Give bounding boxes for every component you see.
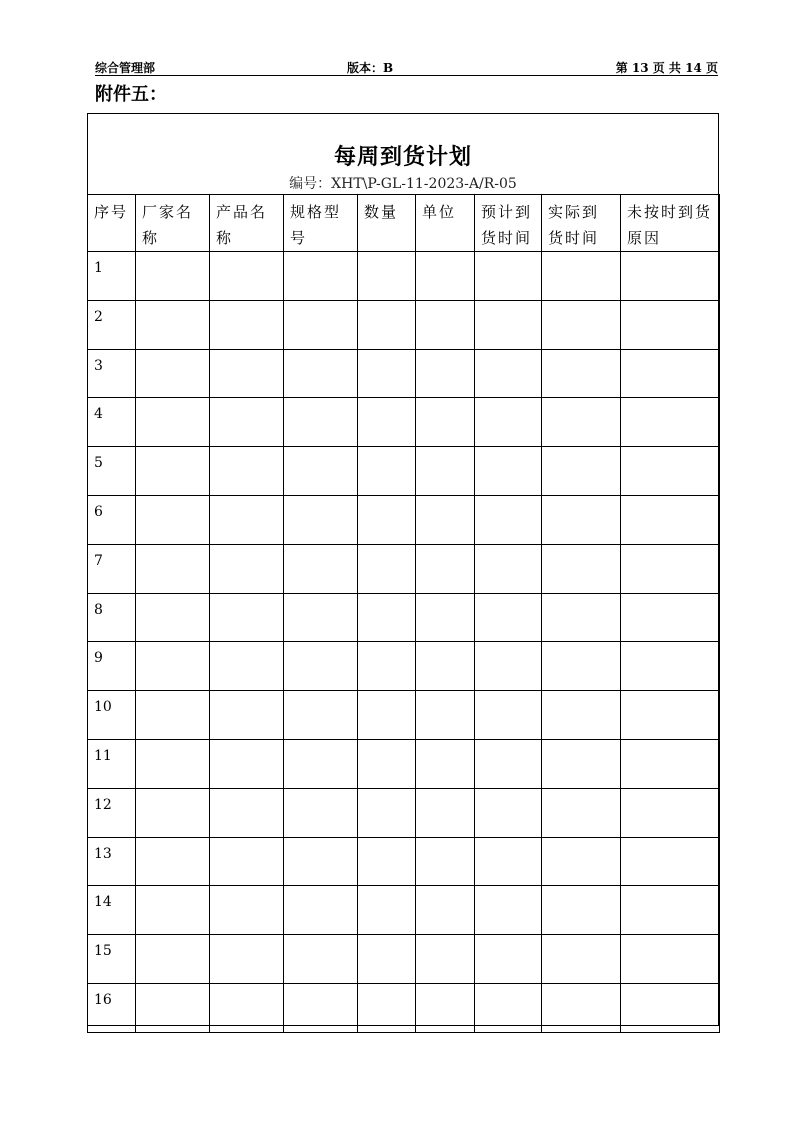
empty-entry-cell[interactable]: [284, 837, 358, 886]
empty-entry-cell[interactable]: [284, 252, 358, 301]
empty-entry-cell[interactable]: [621, 837, 720, 886]
empty-entry-cell[interactable]: [542, 349, 621, 398]
table-row: [88, 495, 720, 544]
row-number-cell: 8: [88, 593, 136, 642]
empty-entry-cell[interactable]: [416, 495, 475, 544]
empty-entry-cell[interactable]: [621, 300, 720, 349]
column-header: 厂家名称: [136, 195, 210, 252]
empty-entry-cell[interactable]: [475, 983, 542, 1032]
table-row: [88, 739, 720, 788]
table-row: [88, 349, 720, 398]
empty-entry-cell[interactable]: [358, 398, 416, 447]
empty-entry-cell[interactable]: [136, 398, 210, 447]
empty-entry-cell[interactable]: [621, 495, 720, 544]
empty-entry-cell[interactable]: [542, 642, 621, 691]
empty-entry-cell[interactable]: [416, 398, 475, 447]
table-row: [88, 788, 720, 837]
empty-entry-cell[interactable]: [475, 398, 542, 447]
empty-entry-cell[interactable]: [358, 983, 416, 1032]
empty-entry-cell[interactable]: [210, 935, 284, 984]
empty-entry-cell[interactable]: [210, 691, 284, 740]
empty-entry-cell[interactable]: [542, 935, 621, 984]
empty-entry-cell[interactable]: [284, 935, 358, 984]
row-number-cell: 1: [88, 252, 136, 301]
empty-entry-cell[interactable]: [210, 739, 284, 788]
empty-entry-cell[interactable]: [136, 495, 210, 544]
column-header: 未按时到货原因: [621, 195, 720, 252]
empty-entry-cell[interactable]: [475, 300, 542, 349]
empty-entry-cell[interactable]: [284, 593, 358, 642]
form-title: 每周到货计划: [333, 144, 472, 170]
empty-entry-cell[interactable]: [136, 837, 210, 886]
empty-entry-cell[interactable]: [475, 252, 542, 301]
empty-entry-cell[interactable]: [621, 398, 720, 447]
empty-entry-cell[interactable]: [210, 495, 284, 544]
row-number-cell: 9: [88, 642, 136, 691]
page-number: 第 13 页 共 14 页: [615, 61, 718, 75]
empty-entry-cell[interactable]: [621, 788, 720, 837]
empty-entry-cell[interactable]: [621, 691, 720, 740]
column-header: 序号: [88, 195, 136, 252]
empty-entry-cell[interactable]: [542, 544, 621, 593]
empty-entry-cell[interactable]: [284, 300, 358, 349]
empty-entry-cell[interactable]: [475, 593, 542, 642]
version-label: 版本：B: [347, 61, 394, 75]
empty-entry-cell[interactable]: [475, 739, 542, 788]
empty-entry-cell[interactable]: [542, 983, 621, 1032]
empty-entry-cell[interactable]: [416, 691, 475, 740]
table-row: [88, 886, 720, 935]
empty-entry-cell[interactable]: [358, 447, 416, 496]
empty-entry-cell[interactable]: [542, 447, 621, 496]
row-number-cell: 14: [88, 886, 136, 935]
empty-entry-cell[interactable]: [542, 495, 621, 544]
empty-entry-cell[interactable]: [621, 935, 720, 984]
empty-entry-cell[interactable]: [621, 642, 720, 691]
empty-entry-cell[interactable]: [284, 739, 358, 788]
empty-entry-cell[interactable]: [358, 837, 416, 886]
empty-entry-cell[interactable]: [542, 398, 621, 447]
empty-entry-cell[interactable]: [284, 886, 358, 935]
empty-entry-cell[interactable]: [542, 837, 621, 886]
department-label: 综合管理部: [95, 61, 156, 75]
empty-entry-cell[interactable]: [416, 739, 475, 788]
row-number-cell: 4: [88, 398, 136, 447]
empty-entry-cell[interactable]: [416, 252, 475, 301]
empty-entry-cell[interactable]: [136, 593, 210, 642]
empty-entry-cell[interactable]: [136, 739, 210, 788]
empty-entry-cell[interactable]: [542, 593, 621, 642]
empty-entry-cell[interactable]: [621, 739, 720, 788]
empty-entry-cell[interactable]: [358, 349, 416, 398]
empty-entry-cell[interactable]: [416, 593, 475, 642]
table-row: [88, 252, 720, 301]
empty-entry-cell[interactable]: [210, 447, 284, 496]
row-number-cell: 3: [88, 349, 136, 398]
attachment-title: 附件五：: [95, 84, 167, 105]
row-number-cell: 5: [88, 447, 136, 496]
empty-entry-cell[interactable]: [284, 398, 358, 447]
row-number-cell: 6: [88, 495, 136, 544]
empty-entry-cell[interactable]: [416, 642, 475, 691]
row-number-cell: 10: [88, 691, 136, 740]
empty-entry-cell[interactable]: [358, 593, 416, 642]
row-number-cell: 15: [88, 935, 136, 984]
column-header: 实际到货时间: [542, 195, 621, 252]
empty-entry-cell[interactable]: [475, 691, 542, 740]
row-number-cell: 13: [88, 837, 136, 886]
empty-entry-cell[interactable]: [136, 447, 210, 496]
column-header: 预计到货时间: [475, 195, 542, 252]
table-row: [88, 300, 720, 349]
form-box: [87, 113, 719, 1026]
form-code: 编号：XHT\P-GL-11-2023-A/R-05: [289, 176, 517, 192]
empty-entry-cell[interactable]: [136, 886, 210, 935]
empty-entry-cell[interactable]: [210, 837, 284, 886]
row-number-cell: 12: [88, 788, 136, 837]
table-row: [88, 935, 720, 984]
empty-entry-cell[interactable]: [621, 544, 720, 593]
empty-entry-cell[interactable]: [210, 642, 284, 691]
row-number-cell: 2: [88, 300, 136, 349]
empty-entry-cell[interactable]: [210, 593, 284, 642]
empty-entry-cell[interactable]: [475, 837, 542, 886]
empty-entry-cell[interactable]: [475, 935, 542, 984]
empty-entry-cell[interactable]: [358, 886, 416, 935]
empty-entry-cell[interactable]: [416, 983, 475, 1032]
row-number-cell: 7: [88, 544, 136, 593]
column-header: 产品名称: [210, 195, 284, 252]
empty-entry-cell[interactable]: [542, 252, 621, 301]
table-row: [88, 983, 720, 1032]
empty-entry-cell[interactable]: [416, 300, 475, 349]
empty-entry-cell[interactable]: [136, 935, 210, 984]
empty-entry-cell[interactable]: [542, 788, 621, 837]
empty-entry-cell[interactable]: [621, 886, 720, 935]
arrival-plan-table: [87, 194, 720, 1033]
empty-entry-cell[interactable]: [210, 398, 284, 447]
table-row: [88, 642, 720, 691]
empty-entry-cell[interactable]: [136, 788, 210, 837]
empty-entry-cell[interactable]: [475, 886, 542, 935]
empty-entry-cell[interactable]: [136, 983, 210, 1032]
row-number-cell: 16: [88, 983, 136, 1032]
empty-entry-cell[interactable]: [358, 788, 416, 837]
empty-entry-cell[interactable]: [475, 349, 542, 398]
empty-entry-cell[interactable]: [475, 447, 542, 496]
empty-entry-cell[interactable]: [284, 544, 358, 593]
empty-entry-cell[interactable]: [358, 935, 416, 984]
empty-entry-cell[interactable]: [416, 349, 475, 398]
empty-entry-cell[interactable]: [475, 788, 542, 837]
empty-entry-cell[interactable]: [358, 300, 416, 349]
empty-entry-cell[interactable]: [416, 447, 475, 496]
empty-entry-cell[interactable]: [210, 886, 284, 935]
table-header-row: [88, 195, 720, 252]
empty-entry-cell[interactable]: [210, 983, 284, 1032]
empty-entry-cell[interactable]: [358, 739, 416, 788]
empty-entry-cell[interactable]: [210, 349, 284, 398]
table-row: [88, 447, 720, 496]
empty-entry-cell[interactable]: [358, 544, 416, 593]
empty-entry-cell[interactable]: [475, 544, 542, 593]
row-number-cell: 11: [88, 739, 136, 788]
empty-entry-cell[interactable]: [210, 252, 284, 301]
empty-entry-cell[interactable]: [416, 544, 475, 593]
empty-entry-cell[interactable]: [284, 447, 358, 496]
empty-entry-cell[interactable]: [542, 739, 621, 788]
empty-entry-cell[interactable]: [621, 349, 720, 398]
empty-entry-cell[interactable]: [416, 886, 475, 935]
empty-entry-cell[interactable]: [284, 642, 358, 691]
empty-entry-cell[interactable]: [621, 447, 720, 496]
empty-entry-cell[interactable]: [475, 642, 542, 691]
table-row: [88, 593, 720, 642]
column-header: 单位: [416, 195, 475, 252]
empty-entry-cell[interactable]: [136, 544, 210, 593]
empty-entry-cell[interactable]: [358, 642, 416, 691]
empty-entry-cell[interactable]: [136, 642, 210, 691]
empty-entry-cell[interactable]: [416, 837, 475, 886]
empty-entry-cell[interactable]: [284, 788, 358, 837]
empty-entry-cell[interactable]: [284, 495, 358, 544]
empty-entry-cell[interactable]: [284, 691, 358, 740]
empty-entry-cell[interactable]: [136, 691, 210, 740]
empty-entry-cell[interactable]: [284, 983, 358, 1032]
empty-entry-cell[interactable]: [621, 252, 720, 301]
empty-entry-cell[interactable]: [542, 691, 621, 740]
empty-entry-cell[interactable]: [136, 300, 210, 349]
empty-entry-cell[interactable]: [621, 983, 720, 1032]
table-row: [88, 544, 720, 593]
empty-entry-cell[interactable]: [210, 300, 284, 349]
empty-entry-cell[interactable]: [136, 349, 210, 398]
column-header: 数量: [358, 195, 416, 252]
empty-entry-cell[interactable]: [542, 886, 621, 935]
empty-entry-cell[interactable]: [136, 252, 210, 301]
empty-entry-cell[interactable]: [358, 495, 416, 544]
empty-entry-cell[interactable]: [210, 788, 284, 837]
table-row: [88, 691, 720, 740]
empty-entry-cell[interactable]: [284, 349, 358, 398]
empty-entry-cell[interactable]: [358, 691, 416, 740]
empty-entry-cell[interactable]: [542, 300, 621, 349]
table-row: [88, 398, 720, 447]
column-header: 规格型号: [284, 195, 358, 252]
empty-entry-cell[interactable]: [475, 495, 542, 544]
empty-entry-cell[interactable]: [416, 788, 475, 837]
empty-entry-cell[interactable]: [210, 544, 284, 593]
page-header: [95, 57, 718, 76]
empty-entry-cell[interactable]: [621, 593, 720, 642]
empty-entry-cell[interactable]: [416, 935, 475, 984]
empty-entry-cell[interactable]: [358, 252, 416, 301]
table-row: [88, 837, 720, 886]
